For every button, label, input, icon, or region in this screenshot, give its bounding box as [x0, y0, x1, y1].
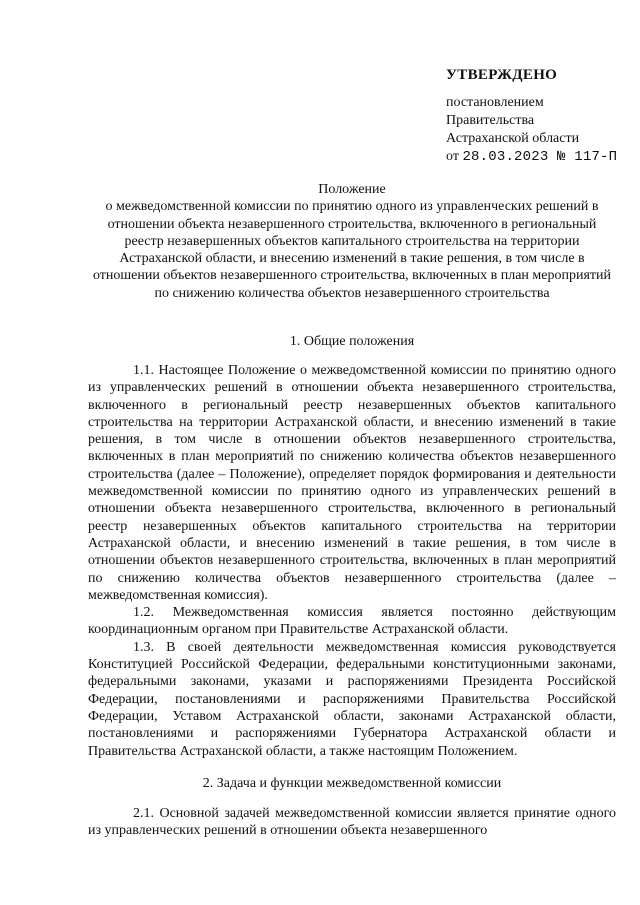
decree-date-number: 28.03.2023 № 117-П [462, 149, 618, 165]
section-1-body [88, 362, 616, 760]
paragraph-1-3: 1.3. В своей деятельности межведомственная комиссия руководствуется Конституцией Российской Федерации, федеральными конституционными законами, федеральными законами, указами и распоряжениями Президента Российской Федерации, постановлениями и распоряжениями Правительства Российской Федерации, Уставом Астраханской области, законами Астраханской области, постановлениями и распоряжениями Губернатора Астраханской области и Правительства Астраханской области, а также настоящим Положением. [88, 639, 616, 759]
approval-line-3: Астраханской области [446, 131, 580, 146]
document-title: Положение [318, 182, 386, 197]
paragraph-1-1: 1.1. Настоящее Положение о межведомственной комиссии по принятию одного из управленческих решений в отношении объекта незавершенного строительства, включенного в региональный реестр незавершенных объектов капитального строительства на территории Астраханской области, и внесению изменений в такие решения, в том числе в отношении объектов незавершенного строительства, включенных в план мероприятий по снижению количества объектов незавершенного строительства (далее – Положение), определяет порядок формирования и деятельности межведомственной комиссии по принятию одного из управленческих решений в отношении объекта незавершенного строительства, включенного в региональный реестр незавершенных объектов капитального строительства на территории Астраханской области, и внесению изменений в такие решения, в том числе в отношении объектов незавершенного строительства, включенных в план мероприятий по снижению количества объектов незавершенного строительства (далее – межведомственная комиссия). [88, 363, 616, 603]
approval-line-1: постановлением [446, 95, 544, 110]
section-1-heading: 1. Общие положения [289, 334, 415, 349]
approval-date-line [446, 148, 636, 166]
paragraph-2-1: 2.1. Основной задачей межведомственной комиссии является принятие одного из управленческих решений в отношении объекта незавершенного [88, 806, 616, 839]
section-2-body [88, 805, 616, 840]
paragraph-1-2: 1.2. Межведомственная комиссия является постоянно действующим координационным органом при Правительстве Астраханской области. [88, 605, 616, 638]
document-title-block [88, 181, 616, 302]
section-2-heading: 2. Задача и функции межведомственной комиссии [202, 776, 502, 791]
approval-stamp [446, 66, 636, 166]
approval-line-2: Правительства [446, 113, 535, 128]
approved-label: УТВЕРЖДЕНО [446, 67, 558, 83]
document-subtitle: о межведомственной комиссии по принятию одного из управленческих решений в отношении объекта незавершенного строительства, включенного в региональный реестр незавершенных объектов капитального строительства на территории Астраханской области, и внесению изменений в такие решения, в том числе в отношении объектов незавершенного строительства, включенных в план мероприятий по снижению количества объектов незавершенного строительства [92, 199, 612, 301]
date-prefix: от [446, 149, 459, 164]
